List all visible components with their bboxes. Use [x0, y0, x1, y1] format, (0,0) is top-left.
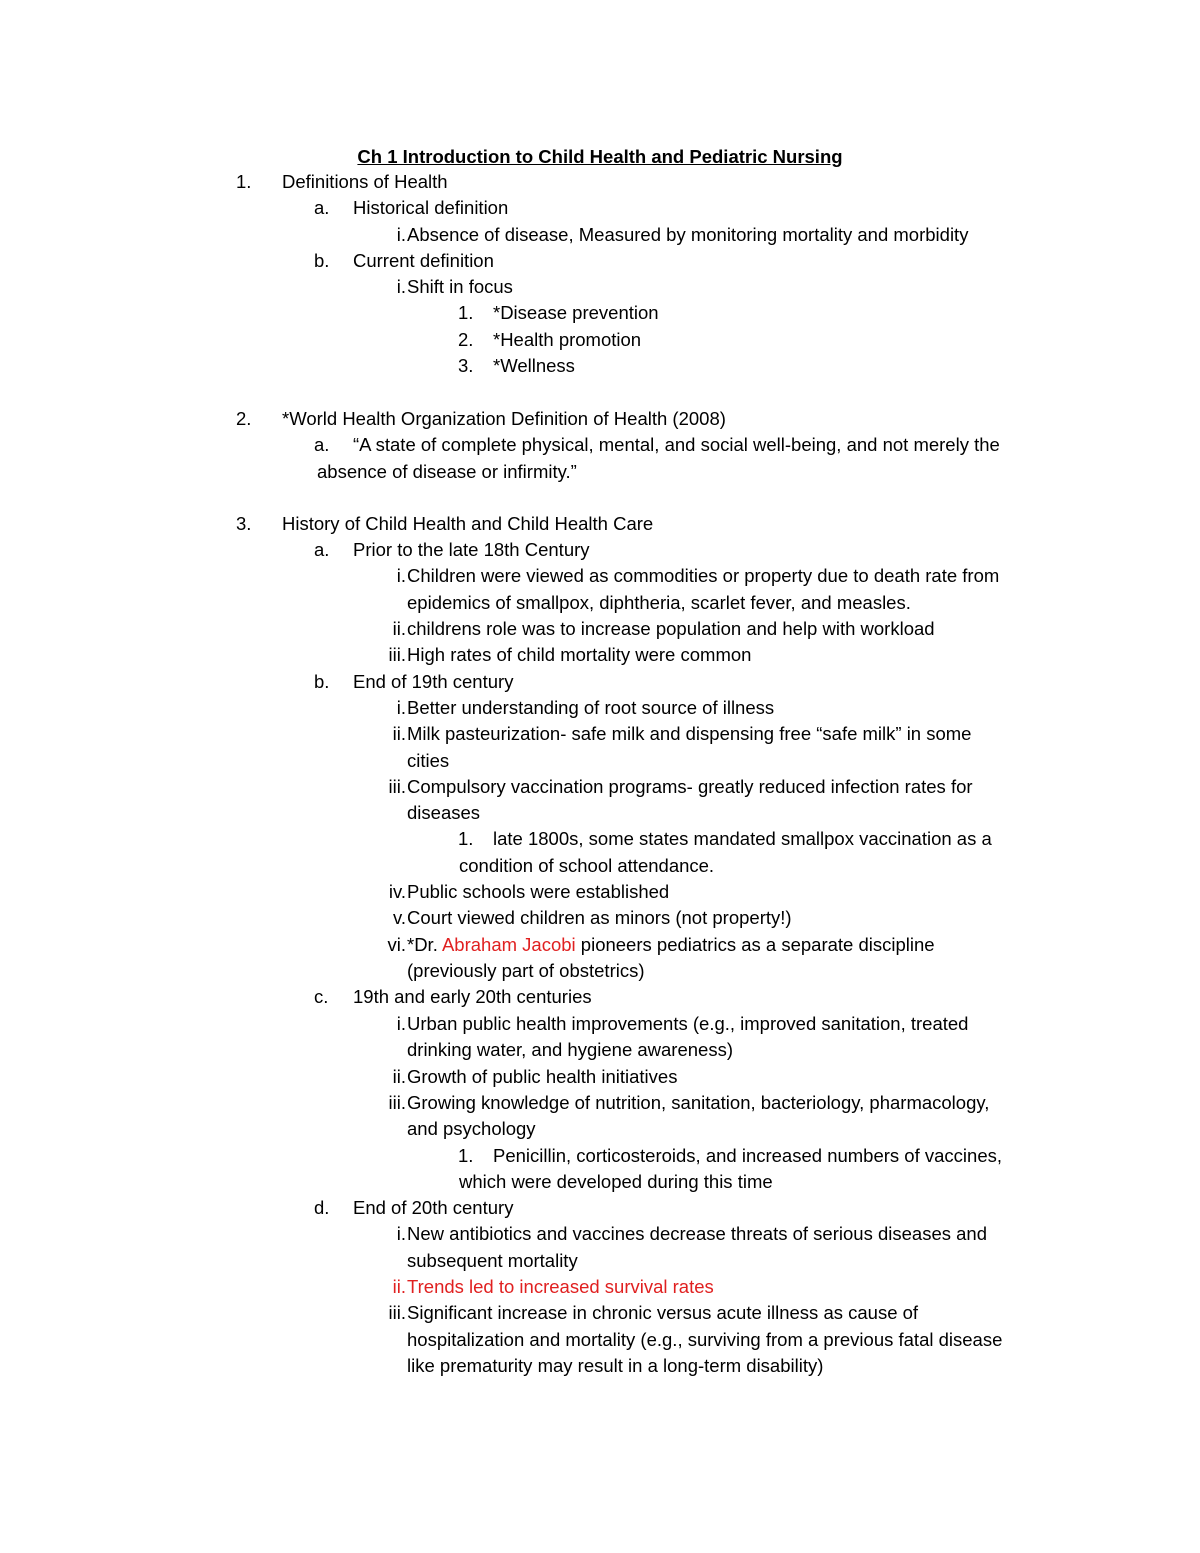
s2-a-quote-line1: “A state of complete physical, mental, and social well-being, and not merely the [353, 434, 1000, 455]
s1-a-marker: a. [314, 197, 330, 218]
s1-b-text: Current definition [353, 250, 494, 271]
s3-c-i-line1: Urban public health improvements (e.g., improved sanitation, treated [407, 1013, 969, 1034]
s3-d-iii-marker: iii. [388, 1302, 406, 1323]
s1-b-i-3-text: *Wellness [493, 355, 575, 376]
s3-b-iii-1-line2: condition of school attendance. [459, 855, 715, 876]
s3-b-vi-suffix: pioneers pediatrics as a separate discipline [575, 934, 935, 955]
s3-b-i-marker: i. [396, 697, 406, 718]
s3-d-ii-marker: ii. [392, 1276, 406, 1297]
s3-b-v-text: Court viewed children as minors (not property!) [407, 907, 792, 928]
s2-a-quote-line2: absence of disease or infirmity.” [317, 461, 577, 482]
s3-c-iii-1-line2: which were developed during this time [459, 1171, 773, 1192]
s3-c-i-line2: drinking water, and hygiene awareness) [407, 1039, 733, 1060]
s1-a-text: Historical definition [353, 197, 509, 218]
s3-d-text: End of 20th century [353, 1197, 514, 1218]
s3-a-ii-marker: ii. [392, 618, 406, 639]
s3-a-i-marker: i. [396, 565, 406, 586]
section-1-number: 1. [236, 171, 252, 192]
s1-b-i-text: Shift in focus [407, 276, 513, 297]
s3-b-i-text: Better understanding of root source of illness [407, 697, 775, 718]
person-name-highlight: Abraham Jacobi [441, 934, 576, 955]
section-3-heading: History of Child Health and Child Health Care [282, 513, 654, 534]
s3-b-iii-1-marker: 1. [458, 828, 474, 849]
s3-c-iii-line1: Growing knowledge of nutrition, sanitation, bacteriology, pharmacology, [407, 1092, 990, 1113]
s3-b-iii-line2: diseases [407, 802, 481, 823]
s3-c-iii-1-marker: 1. [458, 1145, 474, 1166]
s3-d-marker: d. [314, 1197, 330, 1218]
s3-d-i-line1: New antibiotics and vaccines decrease threats of serious diseases and [407, 1223, 987, 1244]
s1-b-i-1-text: *Disease prevention [493, 302, 659, 323]
s3-d-ii-text-highlight: Trends led to increased survival rates [407, 1276, 714, 1297]
s3-a-text: Prior to the late 18th Century [353, 539, 590, 560]
s3-c-ii-marker: ii. [392, 1066, 406, 1087]
s3-d-iii-line1: Significant increase in chronic versus acute illness as cause of [407, 1302, 919, 1323]
s3-b-vi-line2: (previously part of obstetrics) [407, 960, 645, 981]
section-1-heading: Definitions of Health [282, 171, 448, 192]
s3-b-iii-1-line1: late 1800s, some states mandated smallpox vaccination as a [493, 828, 992, 849]
s3-b-marker: b. [314, 671, 330, 692]
s3-a-ii-text: childrens role was to increase population and help with workload [407, 618, 935, 639]
s3-a-iii-marker: iii. [388, 644, 406, 665]
s3-b-iv-marker: iv. [388, 881, 406, 902]
s3-c-iii-1-line1: Penicillin, corticosteroids, and increased numbers of vaccines, [493, 1145, 1002, 1166]
section-2-heading: *World Health Organization Definition of Health (2008) [282, 408, 726, 429]
s3-a-marker: a. [314, 539, 330, 560]
section-2-number: 2. [236, 408, 252, 429]
s1-a-i-marker: i. [396, 224, 406, 245]
s3-a-i-line1: Children were viewed as commodities or property due to death rate from [407, 565, 1000, 586]
s3-c-text: 19th and early 20th centuries [353, 986, 592, 1007]
s3-d-i-marker: i. [396, 1223, 406, 1244]
s1-b-i-2-marker: 2. [458, 329, 474, 350]
s3-b-ii-line2: cities [407, 750, 450, 771]
s3-b-iii-marker: iii. [388, 776, 406, 797]
s1-b-i-1-marker: 1. [458, 302, 474, 323]
s1-b-i-3-marker: 3. [458, 355, 474, 376]
s3-c-marker: c. [314, 986, 329, 1007]
s3-d-iii-line2: hospitalization and mortality (e.g., surviving from a previous fatal disease [407, 1329, 1003, 1350]
s3-a-iii-text: High rates of child mortality were common [407, 644, 752, 665]
s1-b-i-marker: i. [396, 276, 406, 297]
s3-d-iii-line3: like prematurity may result in a long-term disability) [407, 1355, 824, 1376]
s3-b-v-marker: v. [392, 907, 406, 928]
s3-b-iii-line1: Compulsory vaccination programs- greatly reduced infection rates for [407, 776, 973, 797]
s3-c-i-marker: i. [396, 1013, 406, 1034]
s3-b-ii-line1: Milk pasteurization- safe milk and dispensing free “safe milk” in some [407, 723, 972, 744]
section-3-number: 3. [236, 513, 252, 534]
s3-a-i-line2: epidemics of smallpox, diphtheria, scarlet fever, and measles. [407, 592, 911, 613]
s3-c-iii-line2: and psychology [407, 1118, 536, 1139]
s3-b-vi-prefix: *Dr. [407, 934, 442, 955]
s2-a-marker: a. [314, 434, 330, 455]
s3-b-vi-marker: vi. [387, 934, 406, 955]
s3-b-text: End of 19th century [353, 671, 514, 692]
document-title: Ch 1 Introduction to Child Health and Pediatric Nursing [357, 146, 843, 167]
s1-b-marker: b. [314, 250, 330, 271]
s3-b-ii-marker: ii. [392, 723, 406, 744]
s3-b-iv-text: Public schools were established [407, 881, 670, 902]
s3-c-ii-text: Growth of public health initiatives [407, 1066, 678, 1087]
s1-b-i-2-text: *Health promotion [493, 329, 642, 350]
s3-c-iii-marker: iii. [388, 1092, 406, 1113]
s1-a-i-text: Absence of disease, Measured by monitoring mortality and morbidity [407, 224, 969, 245]
s3-b-vi-line1 [407, 932, 935, 958]
s3-d-i-line2: subsequent mortality [407, 1250, 578, 1271]
